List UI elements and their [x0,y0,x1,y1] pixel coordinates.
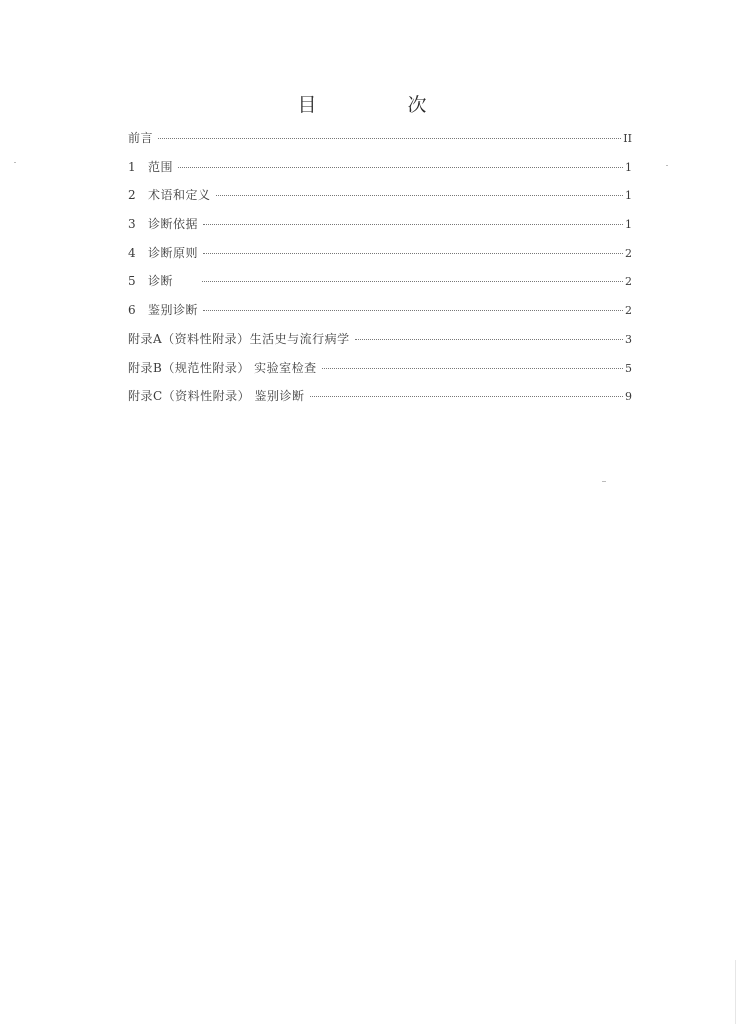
toc-entry-number: 4 [128,245,136,260]
toc-entry-page: 2 [625,246,632,260]
toc-entry-label: 范围 [148,159,174,174]
toc-entry-page: 2 [625,275,632,289]
toc-entry-diagnostic-basis[interactable] [128,210,632,239]
toc-entry-page: 1 [625,160,632,174]
toc-entry-preface[interactable] [128,124,632,153]
scan-mark [735,960,736,1024]
toc-entry-appendix-b[interactable] [128,354,632,383]
toc-entry-number: 2 [128,188,136,203]
dot-leader [355,339,623,340]
dot-leader [310,396,624,397]
toc-entry-differential-diagnosis[interactable] [128,296,632,325]
toc-entry-page: 9 [625,390,632,404]
toc-entry-label: 诊断原则 [148,245,199,260]
toc-entry-label: 术语和定义 [148,188,211,203]
toc-entry-scope[interactable] [128,153,632,182]
toc-entry-number: 6 [128,303,136,318]
dot-leader [178,167,623,168]
toc-entry-page: 3 [625,332,632,346]
toc-entry-diagnosis[interactable] [128,267,632,296]
toc-entry-appendix-c[interactable] [128,382,632,411]
toc-entry-label: 鉴别诊断 [148,303,199,318]
dot-leader [158,138,621,139]
dot-leader [202,281,623,282]
dot-leader [203,224,623,225]
toc-entry-number: 1 [128,159,136,174]
scan-mark [14,162,16,163]
toc-entry-label: 诊断依据 [148,217,199,232]
toc-entry-label: 附录C（资料性附录） 鉴别诊断 [128,389,305,404]
toc-entry-page: 2 [625,304,632,318]
dot-leader [203,310,623,311]
toc-entry-diagnostic-principles[interactable] [128,239,632,268]
toc-entry-number: 5 [128,274,136,289]
table-of-contents [128,124,632,411]
scan-mark [666,165,668,166]
toc-entry-page: 5 [625,361,632,375]
toc-entry-page: 1 [625,189,632,203]
toc-entry-label: 前言 [128,131,154,145]
toc-entry-label: 诊断 [148,274,174,289]
toc-entry-number: 3 [128,217,136,232]
toc-entry-page: II [623,132,632,145]
scan-mark [602,481,606,482]
dot-leader [322,368,623,369]
toc-entry-label: 附录A（资料性附录）生活史与流行病学 [128,331,350,346]
toc-title: 目 次 [297,94,463,116]
dot-leader [216,195,623,196]
toc-entry-page: 1 [625,218,632,232]
toc-entry-label: 附录B（规范性附录） 实验室检查 [128,360,317,375]
toc-entry-terms[interactable] [128,181,632,210]
toc-entry-appendix-a[interactable] [128,325,632,354]
dot-leader [203,253,623,254]
